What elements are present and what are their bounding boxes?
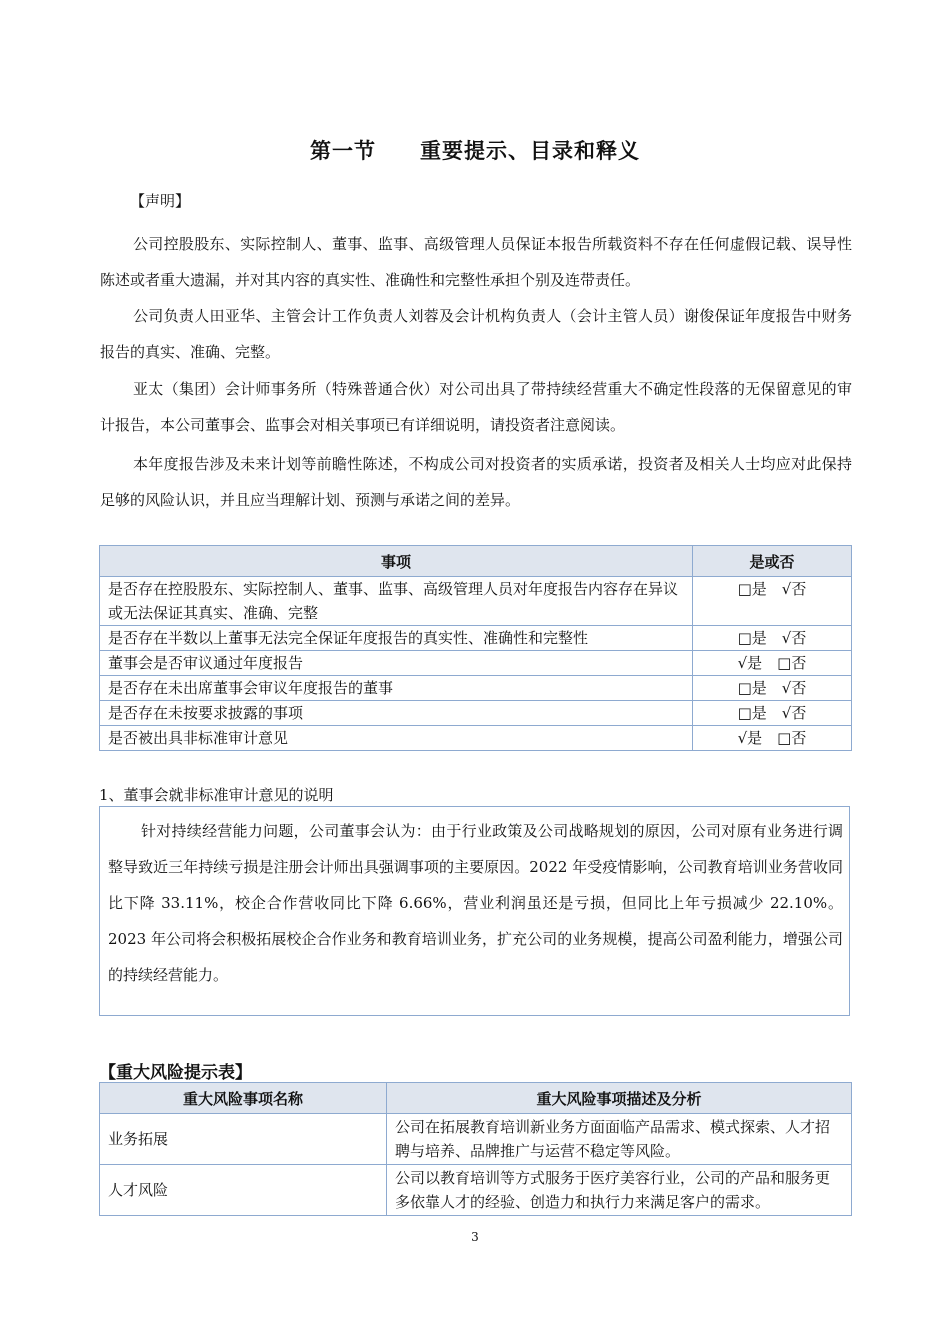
risk-description: 公司在拓展教育培训新业务方面面临产品需求、模式探索、人才招聘与培养、品牌推广与运营不稳定等风险。 xyxy=(387,1114,852,1165)
table-header-row xyxy=(100,1083,852,1114)
matter-answer: √是 □否 xyxy=(693,726,852,751)
column-header: 是或否 xyxy=(693,546,852,577)
table-row xyxy=(100,577,852,626)
matter-item: 是否被出具非标准审计意见 xyxy=(100,726,693,751)
paragraph: 本年度报告涉及未来计划等前瞻性陈述，不构成公司对投资者的实质承诺，投资者及相关人士均应对此保持足够的风险认识，并且应当理解计划、预测与承诺之间的差异。 xyxy=(100,455,852,509)
matter-answer: □是 √否 xyxy=(693,577,852,626)
table-row xyxy=(100,1165,852,1216)
paragraph: 亚太（集团）会计师事务所（特殊普通合伙）对公司出具了带持续经营重大不确定性段落的无保留意见的审计报告，本公司董事会、监事会对相关事项已有详细说明，请投资者注意阅读。 xyxy=(100,380,852,434)
section-title: 第一节 重要提示、目录和释义 xyxy=(310,139,640,163)
matter-answer: □是 √否 xyxy=(693,626,852,651)
matter-item: 是否存在未按要求披露的事项 xyxy=(100,701,693,726)
table-header-row xyxy=(100,546,852,577)
audit-note-box xyxy=(99,806,850,1016)
matter-item: 是否存在半数以上董事无法完全保证年度报告的真实性、准确性和完整性 xyxy=(100,626,693,651)
table-row xyxy=(100,1114,852,1165)
matter-item: 是否存在未出席董事会审议年度报告的董事 xyxy=(100,676,693,701)
risk-description: 公司以教育培训等方式服务于医疗美容行业，公司的产品和服务更多依靠人才的经验、创造力和执行力来满足客户的需求。 xyxy=(387,1165,852,1216)
table-row xyxy=(100,726,852,751)
audit-note-title: 1、董事会就非标准审计意见的说明 xyxy=(99,786,334,804)
risk-name: 人才风险 xyxy=(100,1165,387,1216)
matter-item: 是否存在控股股东、实际控制人、董事、监事、高级管理人员对年度报告内容存在异议或无法保证其真实、准确、完整 xyxy=(100,577,693,626)
statement-label: 【声明】 xyxy=(130,192,191,210)
column-header: 事项 xyxy=(100,546,693,577)
table-row xyxy=(100,626,852,651)
risk-table-title: 【重大风险提示表】 xyxy=(99,1063,252,1083)
paragraph: 公司负责人田亚华、主管会计工作负责人刘蓉及会计机构负责人（会计主管人员）谢俊保证年度报告中财务报告的真实、准确、完整。 xyxy=(100,307,852,361)
risk-table xyxy=(99,1082,852,1216)
table-row xyxy=(100,676,852,701)
risk-name: 业务拓展 xyxy=(100,1114,387,1165)
matter-answer: □是 √否 xyxy=(693,701,852,726)
matter-answer: □是 √否 xyxy=(693,676,852,701)
audit-note-text: 针对持续经营能力问题，公司董事会认为：由于行业政策及公司战略规划的原因，公司对原有业务进行调整导致近三年持续亏损是注册会计师出具强调事项的主要原因。2022 年受疫情影响，公司教育培训业务营收同比下降 33.11%，校企合作营收同比下降 6.66%，营业利润虽还是亏损，但同比上年亏损减少 22.10%。2023 年公司将会积极拓展校企合作业务和教育培训业务，扩充公司的业务规模，提高公司盈利能力，增强公司的持续经营能力。 xyxy=(108,822,843,984)
paragraph: 公司控股股东、实际控制人、董事、监事、高级管理人员保证本报告所载资料不存在任何虚假记载、误导性陈述或者重大遗漏，并对其内容的真实性、准确性和完整性承担个别及连带责任。 xyxy=(100,235,852,289)
matter-answer: √是 □否 xyxy=(693,651,852,676)
column-header: 重大风险事项描述及分析 xyxy=(387,1083,852,1114)
matter-item: 董事会是否审议通过年度报告 xyxy=(100,651,693,676)
column-header: 重大风险事项名称 xyxy=(100,1083,387,1114)
table-row xyxy=(100,651,852,676)
page-number: 3 xyxy=(471,1230,479,1244)
table-row xyxy=(100,701,852,726)
matters-table xyxy=(99,545,852,751)
